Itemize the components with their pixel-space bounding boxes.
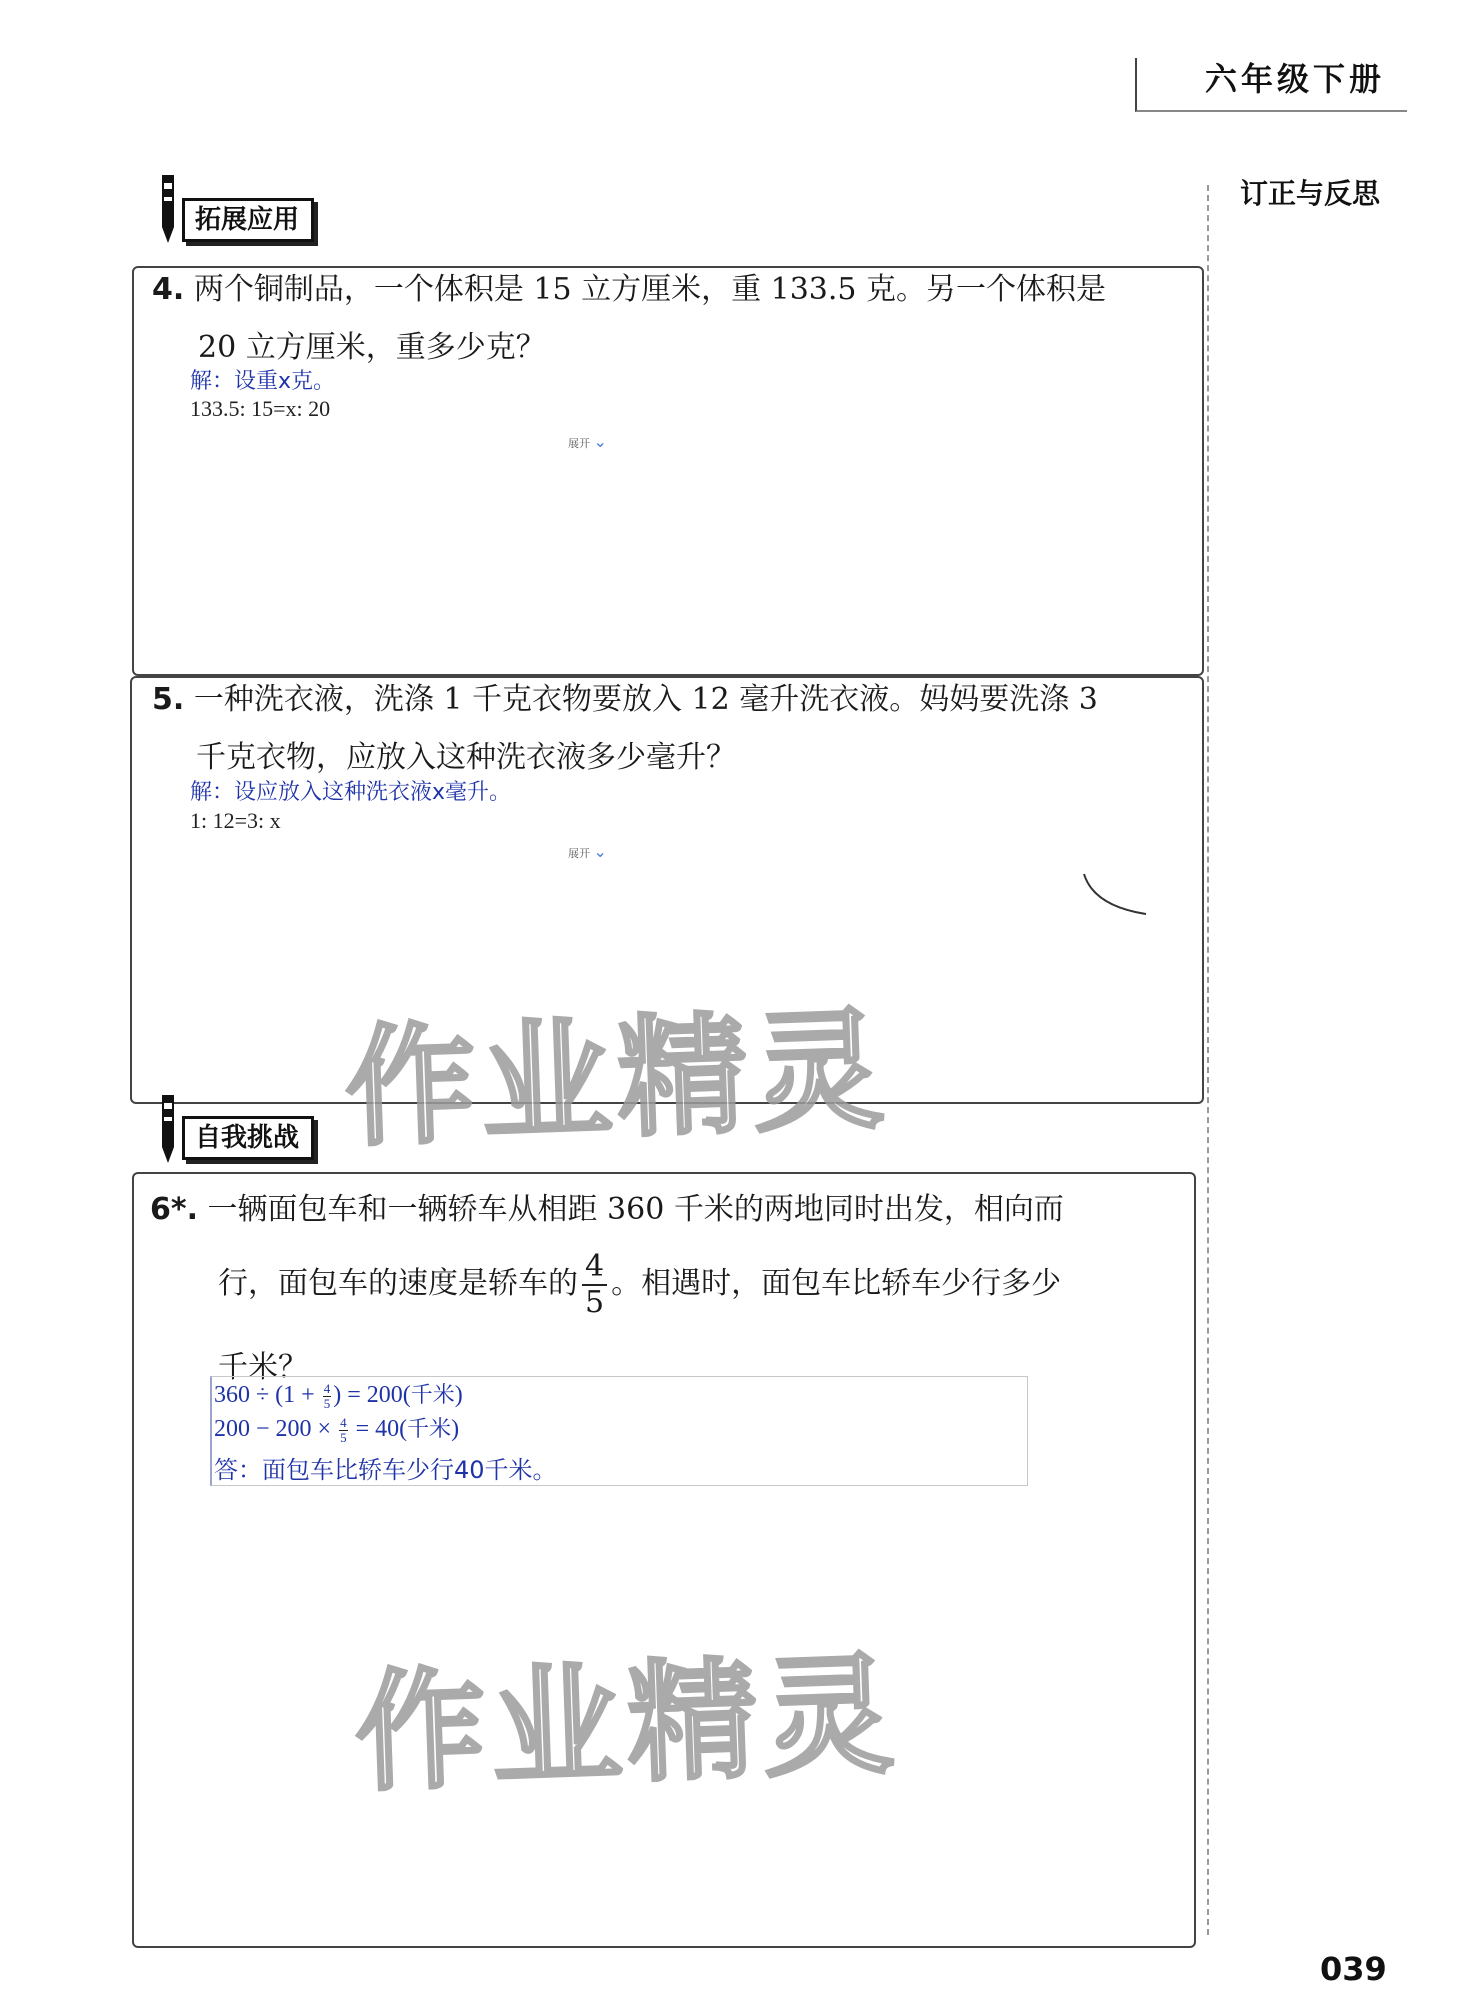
question-6-number: 6*. — [150, 1192, 198, 1227]
question-5-solution-1: 解：设应放入这种洗衣液x毫升。 — [190, 780, 512, 805]
answer-2-c: ) — [451, 1416, 460, 1442]
question-6-text-2a: 行，面包车的速度是轿车的 — [218, 1266, 578, 1301]
fraction-four-fifths — [582, 1249, 607, 1320]
question-5-text-1: 一种洗衣液，洗涤 1 千克衣物要放入 12 毫升洗衣液。妈妈要洗涤 3 — [193, 682, 1098, 717]
page-number: 039 — [1320, 1950, 1387, 1988]
question-6-text-2b: 。相遇时，面包车比轿车少行多少 — [611, 1266, 1062, 1301]
question-4-text-2: 20 立方厘米，重多少克？ — [198, 330, 546, 365]
margin-divider — [1207, 185, 1209, 1935]
answer-line-3: 答：面包车比轿车少行40千米。 — [214, 1456, 557, 1484]
question-4-line-1 — [152, 262, 1106, 318]
question-6-line-1 — [150, 1182, 1064, 1238]
question-4-solution-2: 133.5: 15=x: 20 — [190, 396, 331, 421]
answer-2-unit: 千米 — [407, 1417, 452, 1442]
expand-label: 展开 — [568, 437, 590, 450]
question-6-text-3: 千米？ — [218, 1350, 308, 1385]
answer-2-a: 200 − 200 × — [214, 1416, 332, 1442]
question-5-line-1 — [152, 672, 1098, 728]
expand-label: 展开 — [568, 847, 590, 860]
answer-2-b: = 40( — [355, 1416, 408, 1442]
watermark-1: 作业精灵 — [342, 993, 892, 1165]
question-6-line-2 — [218, 1249, 1062, 1320]
chevron-down-icon: ⌄ — [593, 432, 607, 451]
fraction-denominator: 5 — [585, 1285, 605, 1320]
grade-label: 六年级下册 — [1205, 60, 1386, 98]
pencil-icon — [158, 1095, 178, 1165]
pencil-stroke-mark — [1080, 870, 1150, 920]
section-banner-challenge: 自我挑战 — [182, 1116, 314, 1160]
answer-2-fraction: $\frac{4}{5}$ — [340, 1415, 347, 1446]
question-5-number: 5. — [152, 682, 185, 717]
question-5-expand[interactable] — [568, 842, 607, 861]
watermark-2: 作业精灵 — [352, 1638, 902, 1810]
question-5-solution-2: 1: 12=3: x — [190, 808, 281, 833]
pencil-icon — [158, 175, 178, 245]
question-5-text-2: 千克衣物，应放入这种洗衣液多少毫升？ — [196, 740, 736, 775]
fraction-numerator: 4 — [582, 1252, 607, 1286]
chevron-down-icon: ⌄ — [593, 842, 607, 861]
answer-1-b: ) = 200( — [333, 1382, 411, 1408]
answer-1-fraction: $\frac{4}{5}$ — [323, 1381, 331, 1412]
answer-1-a: 360 ÷ (1 + — [214, 1382, 315, 1408]
question-6-text-1: 一辆面包车和一辆轿车从相距 360 千米的两地同时出发，相向而 — [207, 1192, 1064, 1227]
answer-line-2 — [214, 1412, 459, 1446]
question-4-solution-1: 解：设重x克。 — [190, 369, 336, 394]
answer-line-1 — [214, 1378, 463, 1412]
question-4-text-1: 两个铜制品，一个体积是 15 立方厘米，重 133.5 克。另一个体积是 — [193, 272, 1107, 307]
question-4-number: 4. — [152, 272, 185, 307]
correction-reflection-title: 订正与反思 — [1240, 177, 1381, 210]
answer-1-c: ) — [454, 1382, 463, 1408]
answer-1-unit: 千米 — [410, 1383, 455, 1408]
question-4-expand[interactable] — [568, 432, 607, 451]
section-banner-extend: 拓展应用 — [182, 198, 314, 242]
